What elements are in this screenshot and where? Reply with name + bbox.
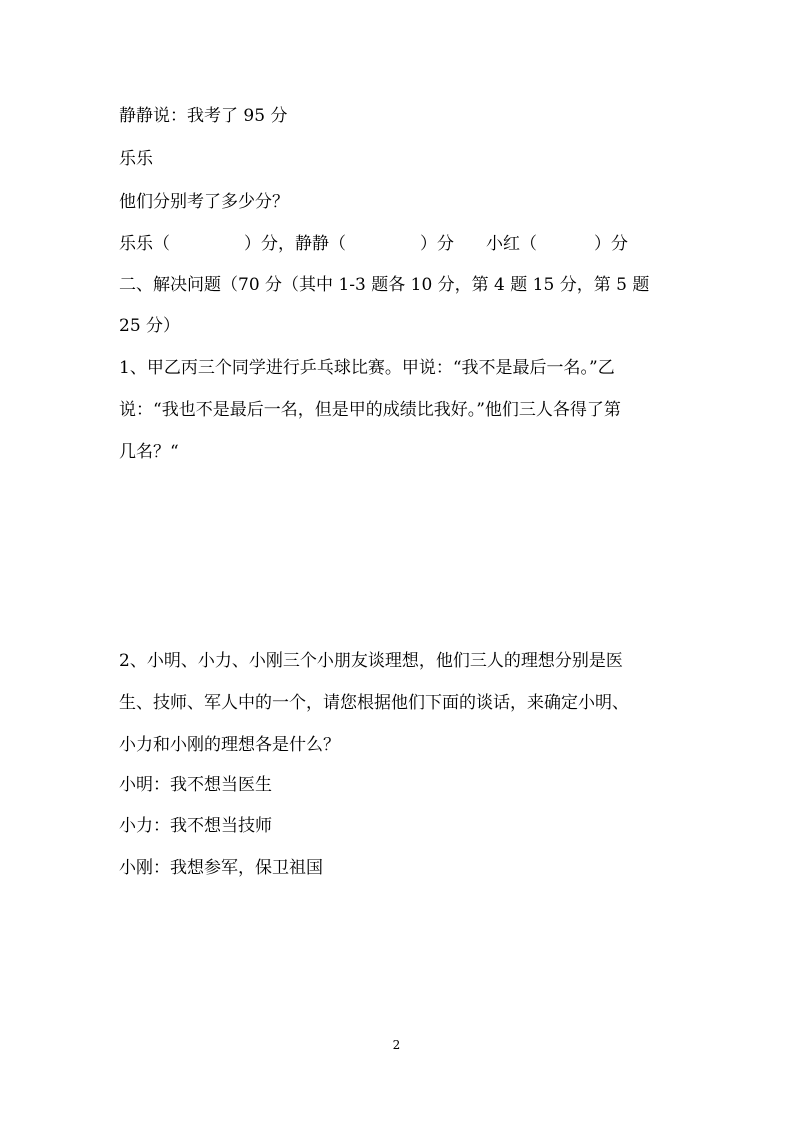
xiaogang-statement: 小刚：我想参军，保卫祖国: [119, 858, 323, 878]
score-question: 他们分别考了多少分？: [119, 192, 289, 212]
answer-lele-label: 乐乐（: [119, 234, 170, 254]
problem1-line1: 1、甲乙丙三个同学进行乒乓球比赛。甲说：“我不是最后一名。”乙: [119, 358, 615, 378]
problem2-line3: 小力和小刚的理想各是什么？: [119, 735, 340, 755]
xiaoming-statement: 小明：我不想当医生: [119, 775, 272, 795]
xiaoli-statement: 小力：我不想当技师: [119, 816, 272, 836]
problem2-line2: 生、技师、军人中的一个，请您根据他们下面的谈话，来确定小明、: [119, 693, 629, 713]
lele-statement: 乐乐: [119, 149, 153, 169]
problem1-line2: 说：“我也不是最后一名，但是甲的成绩比我好。”他们三人各得了第: [119, 400, 621, 420]
page-number: 2: [392, 1038, 401, 1052]
jingjing-statement: 静静说：我考了 95 分: [119, 106, 288, 126]
problem2-line1: 2、小明、小力、小刚三个小朋友谈理想，他们三人的理想分别是医: [119, 651, 623, 671]
answer-row: [119, 233, 679, 255]
section2-heading-line2: 25 分）: [119, 316, 181, 336]
answer-jingjing-unit: ）分: [420, 234, 454, 254]
answer-xiaohong-label: 小红（: [486, 234, 537, 254]
answer-jingjing-label: ）分，静静（: [244, 234, 346, 254]
section2-heading-line1: 二、解决问题（70 分（其中 1-3 题各 10 分，第 4 题 15 分，第 5 题: [119, 275, 650, 295]
answer-xiaohong-unit: ）分: [594, 234, 628, 254]
problem1-line3: 几名？“: [119, 442, 179, 462]
